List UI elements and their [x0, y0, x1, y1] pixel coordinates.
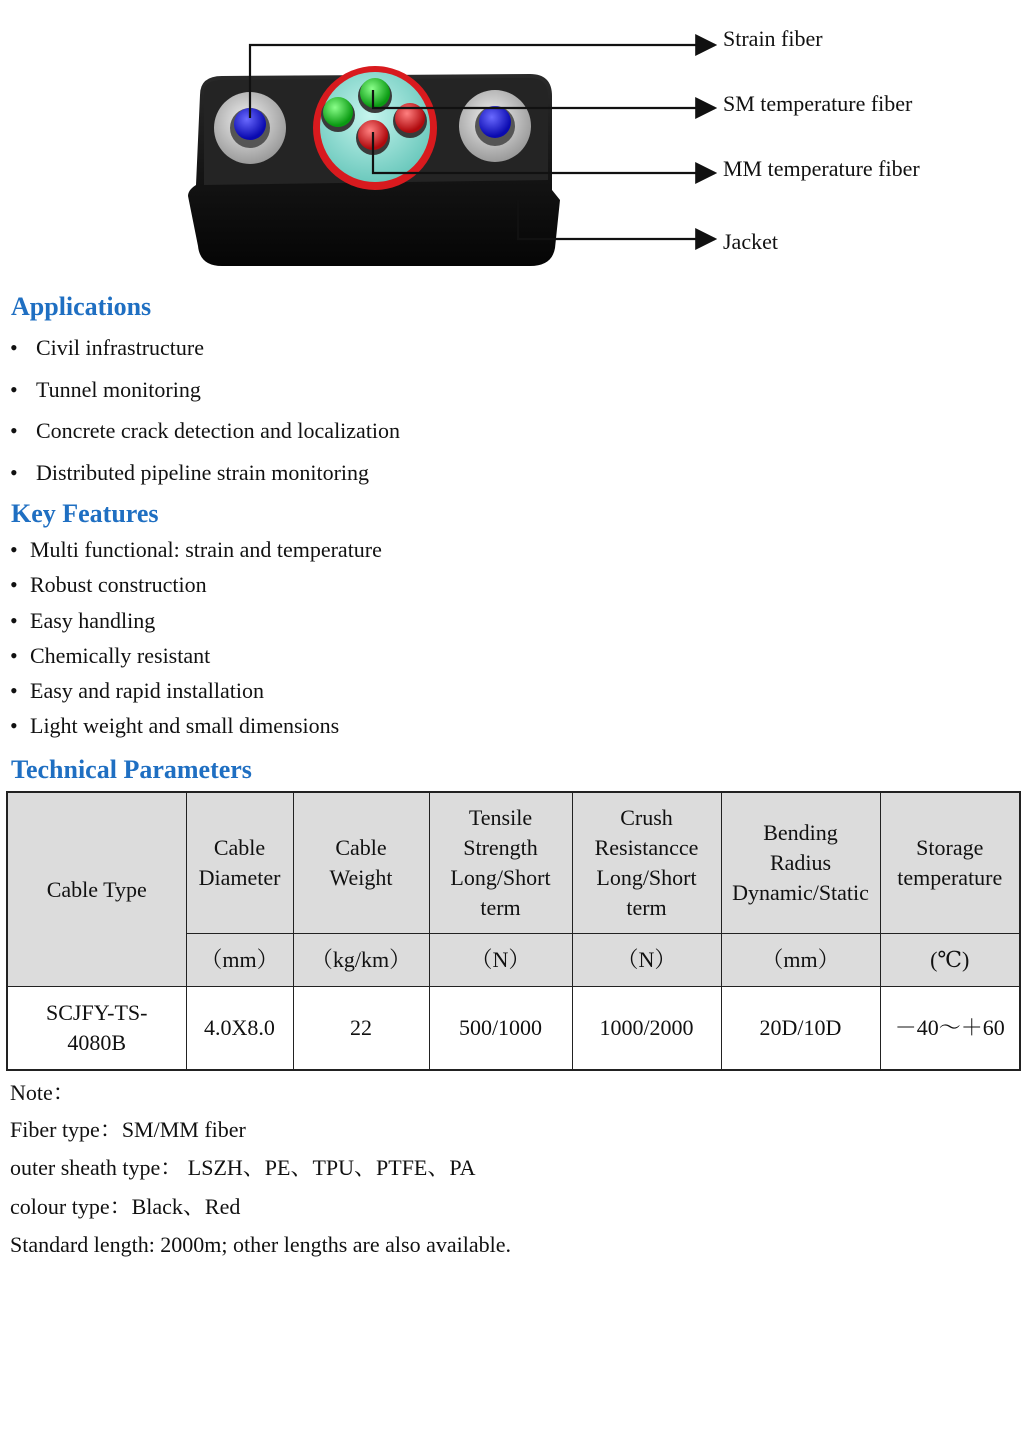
strain-fiber-label: Strain fiber: [723, 26, 823, 51]
sm-temperature-fiber-label: SM temperature fiber: [723, 91, 913, 116]
cell-temperature: －40～＋60: [880, 987, 1020, 1071]
unit-crush: （N）: [572, 934, 721, 987]
header-bending-radius: Bending Radius Dynamic/Static: [721, 792, 880, 934]
cell-weight: 22: [293, 987, 429, 1071]
list-item: • Tunnel monitoring: [10, 376, 201, 402]
applications-list: [10, 335, 400, 501]
central-tube: [313, 66, 437, 190]
list-item: • Chemically resistant: [10, 642, 211, 668]
unit-diameter: （mm）: [186, 934, 293, 987]
jacket-label: Jacket: [723, 229, 778, 254]
unit-tensile: （N）: [429, 934, 572, 987]
colour-type-note: colour type：Black、Red: [10, 1194, 241, 1219]
list-item: • Easy handling: [10, 607, 156, 633]
list-item: • Light weight and small dimensions: [10, 713, 340, 739]
cell-cable-type: SCJFY-TS- 4080B: [7, 987, 186, 1071]
fiber-type-note: Fiber type：SM/MM fiber: [10, 1117, 246, 1142]
key-features-list: [10, 537, 382, 749]
key-features-heading: Key Features: [11, 499, 159, 528]
list-item: • Concrete crack detection and localization: [10, 418, 401, 443]
cell-bending: 20D/10D: [721, 987, 880, 1071]
table-header-row: [7, 792, 1020, 934]
cable-illustration: [0, 0, 1024, 290]
header-cable-type: Cable Type: [7, 792, 186, 987]
cell-crush: 1000/2000: [572, 987, 721, 1071]
applications-heading: Applications: [11, 292, 152, 321]
unit-temperature: (℃): [880, 934, 1020, 987]
technical-parameters-heading: Technical Parameters: [11, 755, 252, 784]
unit-bending: （mm）: [721, 934, 880, 987]
list-item: • Distributed pipeline strain monitoring: [10, 459, 370, 485]
header-tensile-strength: Tensile Strength Long/Short term: [429, 792, 572, 934]
header-cable-diameter: Cable Diameter: [186, 792, 293, 934]
header-crush-resistance: Crush Resistancce Long/Short term: [572, 792, 721, 934]
cable-cross-section-diagram: [0, 0, 1024, 290]
list-item: • Multi functional: strain and temperature: [10, 537, 382, 562]
header-cable-weight: Cable Weight: [293, 792, 429, 934]
list-item: • Easy and rapid installation: [10, 678, 264, 704]
standard-length-note: Standard length: 2000m; other lengths are also available.: [10, 1232, 511, 1257]
strain-fiber-right: [459, 90, 531, 162]
cell-tensile: 500/1000: [429, 987, 572, 1071]
cell-diameter: 4.0X8.0: [186, 987, 293, 1071]
table-row: [7, 987, 1020, 1071]
technical-parameters-table: [6, 791, 1021, 1071]
list-item: • Robust construction: [10, 572, 207, 598]
outer-sheath-note: outer sheath type： LSZH、PE、TPU、PTFE、PA: [10, 1155, 476, 1180]
header-storage-temperature: Storage temperature: [880, 792, 1020, 934]
note-label: Note：: [10, 1080, 75, 1105]
unit-weight: （kg/km）: [293, 934, 429, 987]
mm-temperature-fiber-label: MM temperature fiber: [723, 156, 920, 181]
list-item: • Civil infrastructure: [10, 335, 205, 360]
